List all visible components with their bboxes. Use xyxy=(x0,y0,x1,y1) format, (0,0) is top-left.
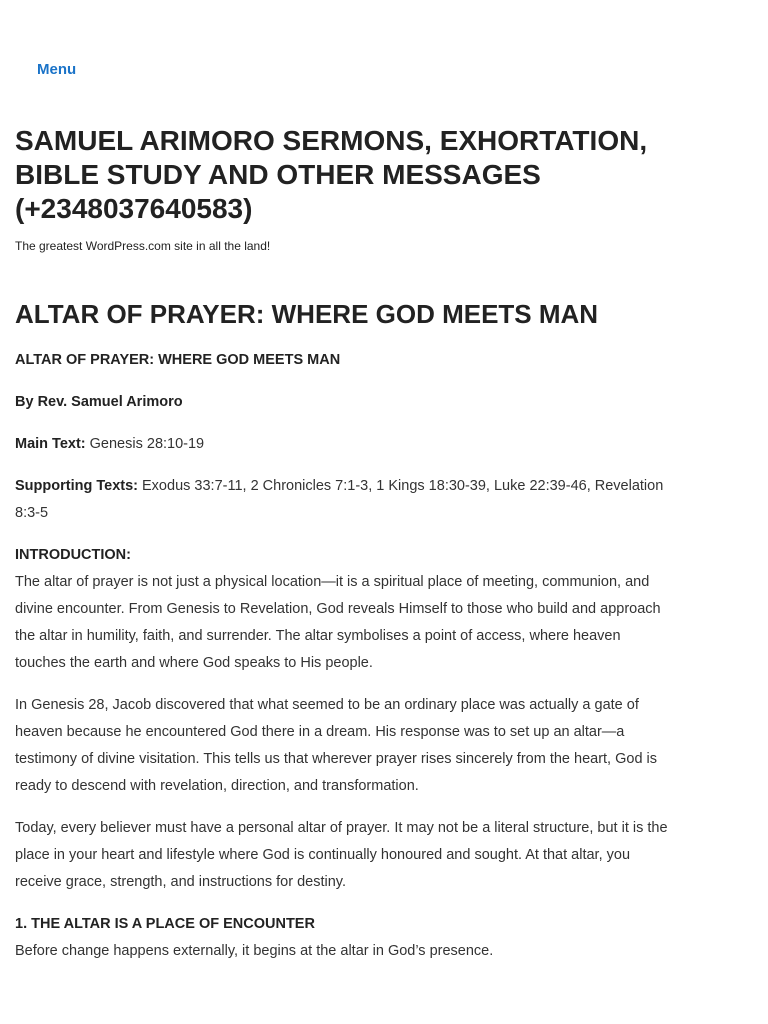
introduction-heading: INTRODUCTION: xyxy=(15,547,131,563)
section-1-heading: 1. THE ALTAR IS A PLACE OF ENCOUNTER xyxy=(15,916,315,932)
supporting-texts-label: Supporting Texts: xyxy=(15,478,138,494)
supporting-texts-line xyxy=(15,473,670,527)
post-article xyxy=(15,296,670,980)
section-1-text: Before change happens externally, it begins at the altar in God’s presence. xyxy=(15,943,494,959)
post-subtitle xyxy=(15,347,670,374)
post-subtitle-text: ALTAR OF PRAYER: WHERE GOD MEETS MAN xyxy=(15,352,341,368)
main-text-label: Main Text: xyxy=(15,436,86,452)
supporting-texts-value: Exodus 33:7-11, 2 Chronicles 7:1-3, 1 Kings 18:30-39, Luke 22:39-46, Revelation 8:3-5 xyxy=(15,478,664,521)
paragraph-2: In Genesis 28, Jacob discovered that what seemed to be an ordinary place was actually a gate of heaven because he encountered God there in a dream. His response was to set up an altar—a testimony of divine visitation. This tells us that wherever prayer rises sincerely from the heart, God is ready to descend with revelation, direction, and transformation. xyxy=(15,697,658,794)
post-content xyxy=(15,347,670,965)
site-description: The greatest WordPress.com site in all the land! xyxy=(15,239,271,253)
site-title[interactable]: SAMUEL ARIMORO SERMONS, EXHORTATION, BIBLE STUDY AND OTHER MESSAGES (+2348037640583) xyxy=(15,125,648,224)
post-title: ALTAR OF PRAYER: WHERE GOD MEETS MAN xyxy=(15,299,599,329)
main-navigation xyxy=(37,61,76,81)
introduction-block xyxy=(15,542,670,677)
paragraph-3: Today, every believer must have a personal altar of prayer. It may not be a literal structure, but it is the place in your heart and lifestyle where God is continually honoured and sought. At that altar, you receive grace, strength, and instructions for destiny. xyxy=(15,820,668,890)
introduction-paragraph: The altar of prayer is not just a physical location—it is a spiritual place of meeting, communion, and divine encounter. From Genesis to Revelation, God reveals Himself to those who build and approach the altar in humility, faith, and surrender. The altar symbolises a point of access, where heaven touches the earth and where God speaks to His people. xyxy=(15,574,661,671)
site-header xyxy=(15,124,715,254)
section-1-block xyxy=(15,911,670,965)
post-byline-text: By Rev. Samuel Arimoro xyxy=(15,394,183,410)
main-text-value: Genesis 28:10-19 xyxy=(85,436,205,452)
main-text-line xyxy=(15,431,670,458)
menu-toggle-button[interactable]: Menu xyxy=(37,61,77,78)
post-byline xyxy=(15,389,670,416)
